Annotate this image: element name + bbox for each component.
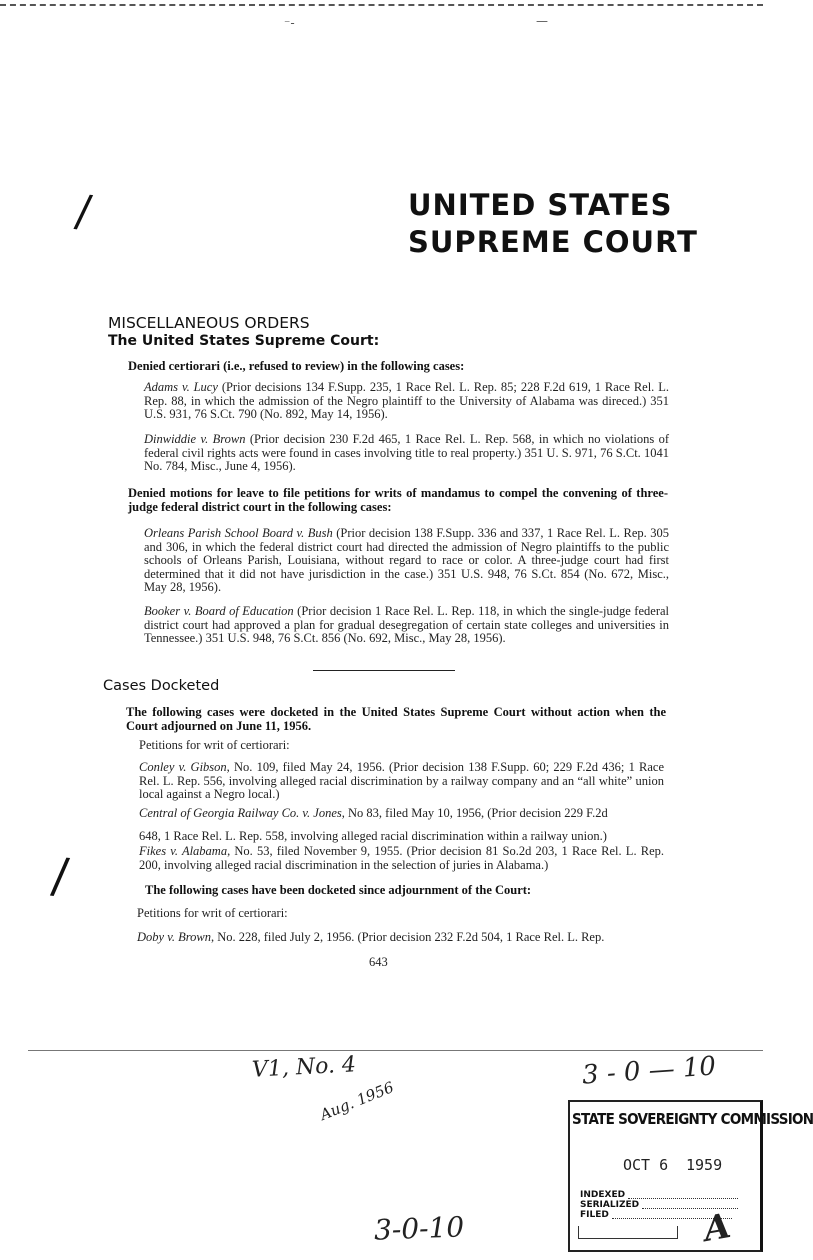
scan-speck: ⁻‐ bbox=[284, 16, 295, 30]
case-entry bbox=[144, 605, 669, 646]
case-entry bbox=[139, 845, 664, 872]
subsection-heading: The United States Supreme Court: bbox=[108, 333, 380, 349]
top-border bbox=[0, 4, 763, 6]
case-name: Central of Georgia Railway Co. v. Jones bbox=[139, 806, 342, 820]
margin-bar-mark: / bbox=[49, 847, 72, 905]
cases-docketed-heading: Cases Docketed bbox=[103, 678, 220, 694]
denied-certiorari-heading: Denied certiorari (i.e., refused to review) in the following cases: bbox=[128, 359, 465, 373]
case-text: 648, 1 Race Rel. L. Rep. 558, involving alleged racial discrimination within a railway union.) bbox=[139, 829, 607, 843]
page-title-line2: SUPREME COURT bbox=[408, 225, 698, 259]
case-name: Adams v. Lucy bbox=[144, 380, 218, 394]
case-text: , No. 228, filed July 2, 1956. (Prior decision 232 F.2d 504, 1 Race Rel. L. Rep. bbox=[210, 930, 605, 944]
stamp-row-serialized: SERIALIZED bbox=[580, 1200, 738, 1210]
case-text: , No. 109, filed May 24, 1956. (Prior decision 138 F.Supp. 60; 229 F.2d 436; 1 Race Rel. L. Rep. 556, involving alleged racial discrimination by a railway company and an “all white” union local against a Negro local.) bbox=[139, 760, 664, 802]
case-entry-continuation bbox=[139, 830, 664, 844]
case-entry bbox=[144, 527, 669, 595]
stamp-row-filed: FILED bbox=[580, 1210, 732, 1220]
petitions-label: Petitions for writ of certiorari: bbox=[139, 738, 290, 752]
case-entry bbox=[137, 931, 667, 945]
page-title-line1: UNITED STATES bbox=[408, 188, 673, 222]
section-heading: MISCELLANEOUS ORDERS bbox=[108, 314, 310, 332]
case-name: Fikes v. Alabama bbox=[139, 844, 228, 858]
case-name: Dinwiddie v. Brown bbox=[144, 432, 246, 446]
case-entry bbox=[144, 433, 669, 474]
handwritten-file-number-bottom: 3-0-10 bbox=[373, 1210, 465, 1247]
stamp-date-year: 1959 bbox=[686, 1156, 723, 1174]
case-entry bbox=[139, 807, 664, 821]
since-adjournment-heading: The following cases have been docketed since adjournment of the Court: bbox=[145, 883, 532, 897]
section-divider bbox=[313, 670, 455, 671]
case-entry bbox=[139, 761, 664, 802]
docketed-intro: The following cases were docketed in the United States Supreme Court without action when the Court adjourned on June 11, 1956. bbox=[126, 705, 666, 733]
scan-edge-line bbox=[28, 1050, 763, 1051]
case-text: , No 83, filed May 10, 1956, (Prior decision 229 F.2d bbox=[341, 806, 608, 820]
stamp-heading: STATE SOVEREIGNTY COMMISSION bbox=[572, 1110, 813, 1128]
handwritten-date-note: Aug. 1956 bbox=[317, 1078, 397, 1124]
case-text: (Prior decision 1 Race Rel. L. Rep. 118, in which the single-judge federal district court had approved a plan for gradual desegregation of certain state colleges and universities in Tennessee.) 351 U.S. 948, 76 S.Ct. 856 (No. 692, Misc., May 28, 1956). bbox=[144, 604, 670, 646]
petitions-label: Petitions for writ of certiorari: bbox=[137, 906, 288, 920]
case-text: , No. 53, filed November 9, 1955. (Prior decision 81 So.2d 203, 1 Race Rel. L. Rep. 200, involving alleged racial discrimination in the selection of juries in Alabama.) bbox=[139, 844, 665, 872]
page-number: 643 bbox=[369, 955, 388, 969]
case-text: (Prior decision 138 F.Supp. 336 and 337, 1 Race Rel. L. Rep. 305 and 306, in which the federal district court had directed the admission of Negro plaintiffs to the public schools of Orleans Parish, Louisiana, without regard to race or color. A three-judge court had first determined that it did not have jurisdiction in the case.) 351 U.S. 948, 76 S.Ct. 854 (No. 672, Misc., May 28, 1956). bbox=[144, 526, 670, 595]
case-name: Conley v. Gibson bbox=[139, 760, 227, 774]
handwritten-volume-note: V1, No. 4 bbox=[251, 1052, 357, 1083]
handwritten-file-number-top: 3 - 0 — 10 bbox=[581, 1051, 717, 1091]
scan-speck: — bbox=[536, 14, 548, 28]
case-text: (Prior decision 230 F.2d 465, 1 Race Rel. L. Rep. 568, in which no violations of federal civil rights acts were found in cases involving title to real property.) 351 U. S. 971, 76 S.Ct. 1041 No. 784, Misc., June 4, 1956). bbox=[144, 432, 669, 474]
case-text: (Prior decisions 134 F.Supp. 235, 1 Race Rel. L. Rep. 85; 228 F.2d 619, 1 Race Rel. L. Rep. 88, in which the admission of the Negro plaintiff to the University of Alabama was direced.) 351 U.S. 931, 76 S.Ct. 790 (No. 892, May 14, 1956). bbox=[144, 380, 669, 422]
case-name: Booker v. Board of Education bbox=[144, 604, 294, 618]
stamp-signature-box bbox=[578, 1226, 678, 1239]
stamp-initials-signature: A bbox=[700, 1206, 734, 1250]
margin-slash-mark: / bbox=[72, 185, 95, 238]
case-entry bbox=[144, 381, 669, 422]
stamp-date-month-day: OCT 6 bbox=[623, 1156, 669, 1174]
stamp-row-indexed: INDEXED bbox=[580, 1190, 738, 1200]
case-name: Orleans Parish School Board v. Bush bbox=[144, 526, 333, 540]
commission-stamp bbox=[568, 1100, 813, 1252]
denied-mandamus-heading: Denied motions for leave to file petitions for writs of mandamus to compel the convening of three-judge federal district court in the following cases: bbox=[128, 486, 668, 514]
case-name: Doby v. Brown bbox=[137, 930, 211, 944]
